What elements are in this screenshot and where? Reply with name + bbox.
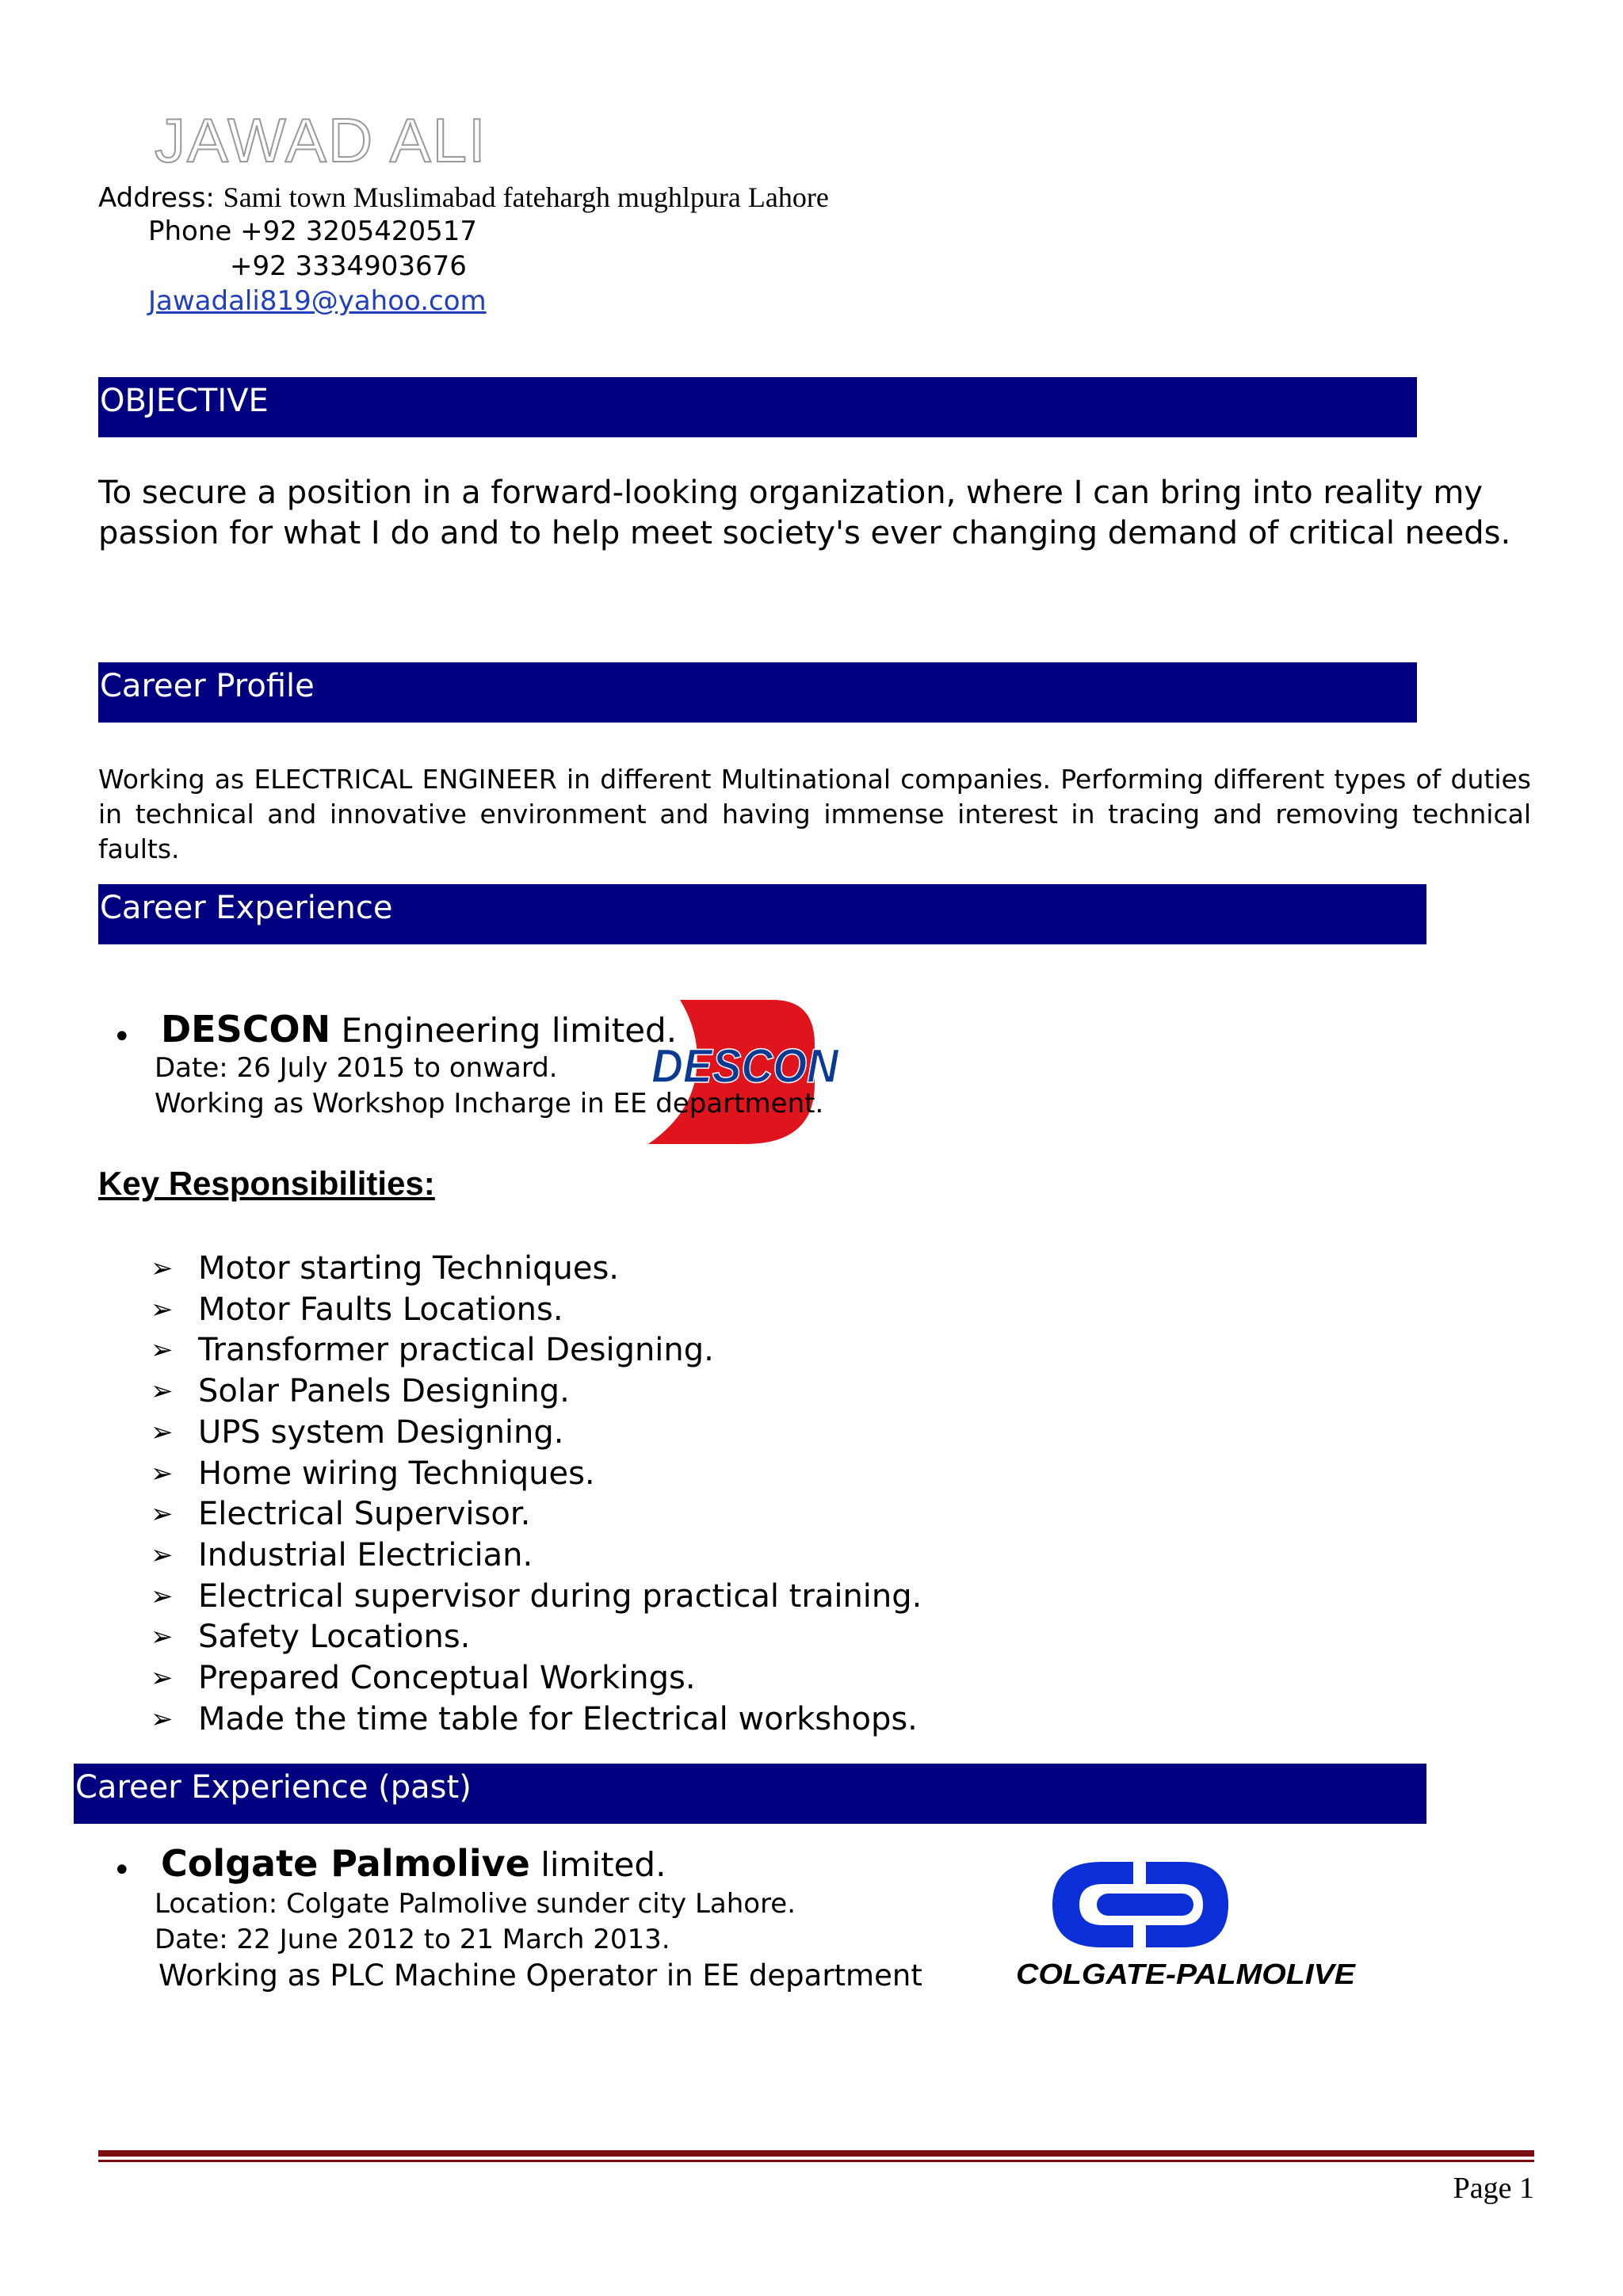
career-profile-heading-bar bbox=[98, 662, 1417, 723]
descon-date: Date: 26 July 2015 to onward. bbox=[155, 1052, 558, 1084]
arrow-bullet-icon: ➢ bbox=[151, 1375, 174, 1408]
list-item: ➢ Prepared Conceptual Workings. bbox=[151, 1658, 922, 1699]
career-profile-text: Working as ELECTRICAL ENGINEER in different Multinational companies. Performing different types of duties in technical and innovative environment and having immense interest in tracing and removing technical faults. bbox=[98, 764, 1531, 864]
arrow-bullet-icon: ➢ bbox=[151, 1539, 174, 1571]
list-item: ➢ Electrical supervisor during practical training. bbox=[151, 1577, 922, 1618]
footer-rule-thin bbox=[98, 2160, 1534, 2162]
arrow-bullet-icon: ➢ bbox=[151, 1498, 174, 1531]
colgate-company-name: Colgate Palmolive bbox=[161, 1842, 530, 1885]
list-item: ➢ Motor Faults Locations. bbox=[151, 1290, 922, 1331]
list-item: ➢ Electrical Supervisor. bbox=[151, 1494, 922, 1535]
past-experience-heading-bar bbox=[74, 1764, 1426, 1824]
phone-number-2: +92 3334903676 bbox=[230, 250, 467, 282]
responsibilities-list bbox=[151, 1249, 922, 1740]
phone-number-1: +92 3205420517 bbox=[240, 215, 478, 247]
page-number: Page 1 bbox=[1453, 2172, 1534, 2205]
address-value: Sami town Muslimabad fatehargh mughlpura Lahore bbox=[223, 181, 829, 213]
arrow-bullet-icon: ➢ bbox=[151, 1621, 174, 1653]
colgate-cp-mark bbox=[1052, 1862, 1228, 1947]
arrow-bullet-icon: ➢ bbox=[151, 1662, 174, 1695]
list-item: ➢ Safety Locations. bbox=[151, 1617, 922, 1658]
colgate-location: Location: Colgate Palmolive sunder city Lahore. bbox=[155, 1888, 796, 1920]
address-line bbox=[98, 179, 829, 216]
phone-label: Phone bbox=[148, 215, 232, 247]
list-item: ➢ Solar Panels Designing. bbox=[151, 1371, 922, 1413]
colgate-palmolive-logo bbox=[1014, 1859, 1363, 1993]
arrow-bullet-icon: ➢ bbox=[151, 1253, 174, 1284]
list-item: ➢ UPS system Designing. bbox=[151, 1413, 922, 1454]
list-item: ➢ Home wiring Techniques. bbox=[151, 1454, 922, 1495]
descon-company-suffix: Engineering limited. bbox=[341, 1011, 678, 1050]
colgate-role: Working as PLC Machine Operator in EE department bbox=[158, 1958, 922, 1993]
phone-line bbox=[148, 214, 477, 249]
list-item: ➢ Motor starting Techniques. bbox=[151, 1249, 922, 1290]
objective-heading: OBJECTIVE bbox=[100, 383, 269, 419]
list-item: ➢ Made the time table for Electrical workshops. bbox=[151, 1699, 922, 1741]
list-item: ➢ Industrial Electrician. bbox=[151, 1535, 922, 1577]
career-profile-heading: Career Profile bbox=[100, 668, 315, 704]
descon-company-name: DESCON bbox=[161, 1008, 331, 1051]
objective-text: To secure a position in a forward-looking organization, where I can bring into reality my passion for what I do and to help meet society's ever changing demand of critical needs. bbox=[98, 475, 1511, 551]
arrow-bullet-icon: ➢ bbox=[151, 1334, 174, 1367]
arrow-bullet-icon: ➢ bbox=[151, 1457, 174, 1489]
objective-heading-bar bbox=[98, 377, 1417, 437]
colgate-date: Date: 22 June 2012 to 21 March 2013. bbox=[155, 1924, 670, 1955]
arrow-bullet-icon: ➢ bbox=[151, 1703, 174, 1735]
footer-rule-thick bbox=[98, 2150, 1534, 2157]
colgate-company-suffix: limited. bbox=[540, 1845, 666, 1884]
address-label: Address: bbox=[98, 182, 215, 214]
career-experience-heading: Career Experience bbox=[100, 890, 393, 926]
arrow-bullet-icon: ➢ bbox=[151, 1293, 174, 1325]
colgate-logo-text: COLGATE-PALMOLIVE bbox=[1016, 1958, 1357, 1990]
descon-bullet: • bbox=[113, 1019, 132, 1055]
email-link[interactable]: Jawadali819@yahoo.com bbox=[148, 285, 487, 317]
colgate-company-line bbox=[161, 1842, 666, 1885]
key-responsibilities-heading: Key Responsibilities: bbox=[98, 1165, 435, 1202]
career-experience-heading-bar bbox=[98, 884, 1426, 944]
descon-role: Working as Workshop Incharge in EE department. bbox=[155, 1088, 824, 1119]
descon-logo-text: DESCON bbox=[651, 1039, 840, 1093]
colgate-bullet: • bbox=[113, 1852, 132, 1889]
arrow-bullet-icon: ➢ bbox=[151, 1580, 174, 1612]
descon-company-line bbox=[161, 1008, 677, 1051]
list-item: ➢ Transformer practical Designing. bbox=[151, 1330, 922, 1371]
candidate-name: JAWAD ALI bbox=[155, 105, 487, 175]
past-experience-heading: Career Experience (past) bbox=[75, 1769, 472, 1806]
arrow-bullet-icon: ➢ bbox=[151, 1416, 174, 1448]
